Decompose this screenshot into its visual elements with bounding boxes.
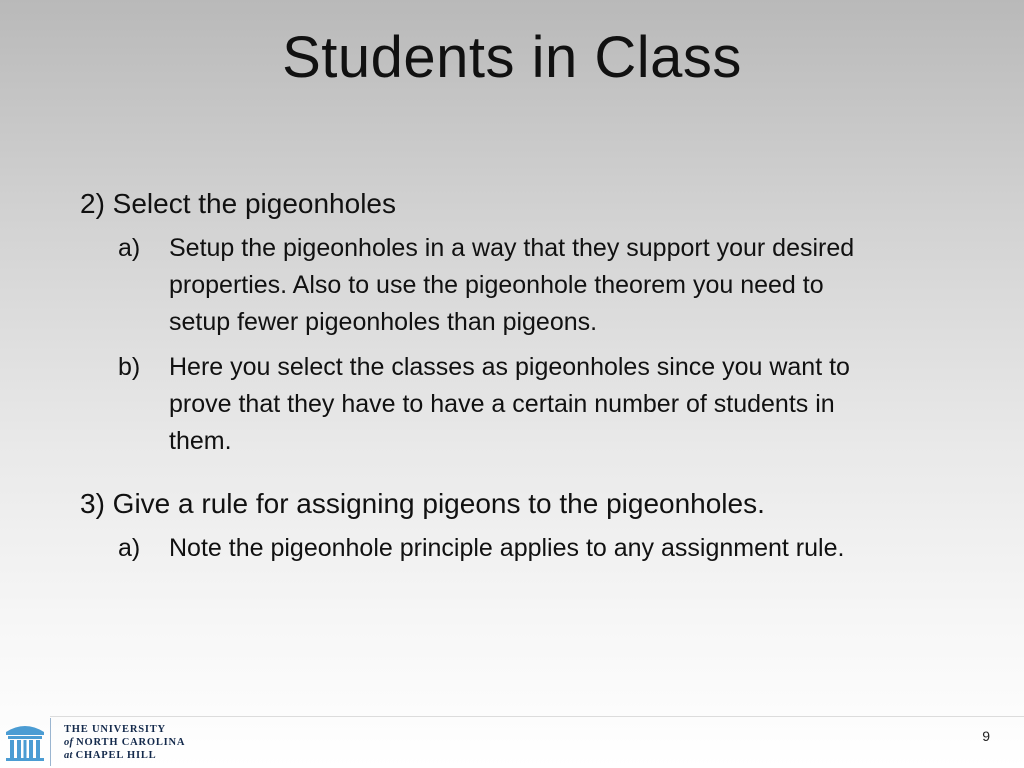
footer-divider <box>50 716 1024 717</box>
university-wordmark <box>64 723 185 762</box>
subpoint-marker: b) <box>118 353 141 381</box>
slide-title: Students in Class <box>282 25 742 90</box>
page-number: 9 <box>982 728 990 744</box>
subpoint-a-note <box>80 530 869 567</box>
wordmark-line-1: THE UNIVERSITY <box>64 724 166 735</box>
wordmark-nc: NORTH CAROLINA <box>76 737 186 748</box>
subpoint-text: Here you select the classes as pigeonholes since you want to prove that they have to have a certain number of students in them. <box>169 353 850 455</box>
point-assignment-rule: 3) Give a rule for assigning pigeons to the pigeonholes. <box>80 488 765 519</box>
subpoint-b-classes <box>80 349 869 460</box>
subpoint-marker: a) <box>118 534 141 562</box>
slide-content <box>80 186 960 567</box>
logo-divider <box>50 718 51 766</box>
wordmark-of: of <box>64 737 74 748</box>
subpoint-text: Note the pigeonhole principle applies to any assignment rule. <box>169 534 845 562</box>
point-select-pigeonholes: 2) Select the pigeonholes <box>80 188 396 219</box>
subpoint-a-setup <box>80 230 869 341</box>
subpoint-text: Setup the pigeonholes in a way that they support your desired properties. Also to use the pigeonhole theorem you need to setup fewer pigeonholes than pigeons. <box>169 234 855 336</box>
wordmark-at: at <box>64 750 73 761</box>
wordmark-line-2 <box>64 736 185 749</box>
old-well-logo-icon <box>2 718 48 764</box>
subpoint-marker: a) <box>118 234 141 262</box>
wordmark-chapel-hill: CHAPEL HILL <box>75 750 157 761</box>
wordmark-line-3 <box>64 749 185 762</box>
